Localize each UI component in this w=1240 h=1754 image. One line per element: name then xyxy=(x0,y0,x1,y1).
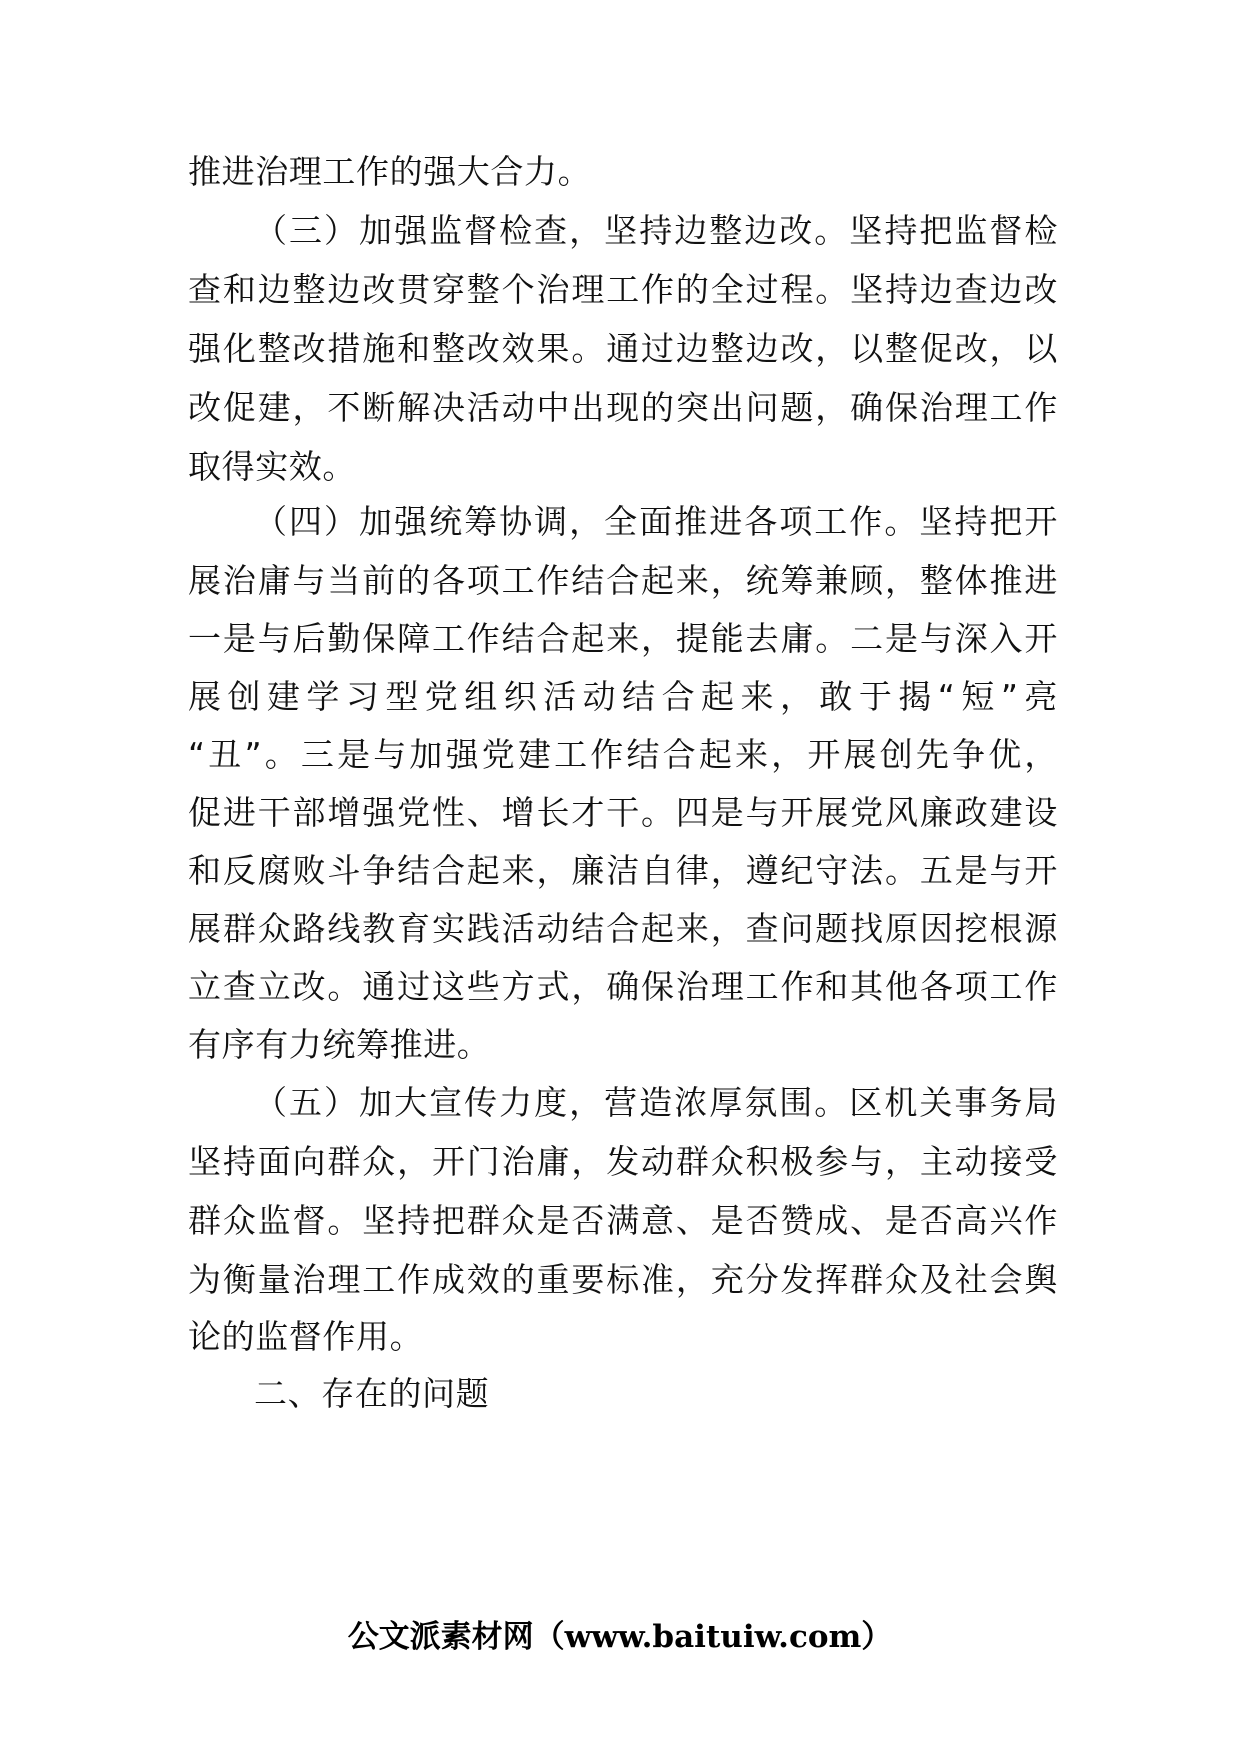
body-line: 展创建学习型党组织活动结合起来，敢于揭“短”亮 xyxy=(188,677,1058,716)
section-heading: 二、存在的问题 xyxy=(254,1374,490,1413)
body-line: 论的监督作用。 xyxy=(188,1317,424,1356)
body-line: 查和边整边改贯穿整个治理工作的全过程。坚持边查边改 xyxy=(188,270,1058,309)
body-line: 强化整改措施和整改效果。通过边整边改，以整促改，以 xyxy=(188,329,1058,368)
body-line: 有序有力统筹推进。 xyxy=(188,1025,491,1064)
body-line: 立查立改。通过这些方式，确保治理工作和其他各项工作 xyxy=(188,967,1058,1006)
body-line: 促进干部增强党性、增长才干。四是与开展党风廉政建设 xyxy=(188,793,1058,832)
body-line: 坚持面向群众，开门治庸，发动群众积极参与，主动接受 xyxy=(188,1142,1058,1181)
paragraph-heading-line: （三）加强监督检查，坚持边整边改。坚持把监督检 xyxy=(254,211,1058,250)
footer-watermark: 公文派素材网（www.baituiw.com） xyxy=(347,1619,893,1655)
body-line: 一是与后勤保障工作结合起来，提能去庸。二是与深入开 xyxy=(188,619,1058,658)
body-line: 推进治理工作的强大合力。 xyxy=(188,152,592,191)
body-line: 展治庸与当前的各项工作结合起来，统筹兼顾，整体推进 xyxy=(188,561,1058,600)
body-line: 群众监督。坚持把群众是否满意、是否赞成、是否高兴作 xyxy=(188,1201,1058,1240)
paragraph-heading-line: （四）加强统筹协调，全面推进各项工作。坚持把开 xyxy=(254,502,1058,541)
paragraph-heading-line: （五）加大宣传力度，营造浓厚氛围。区机关事务局 xyxy=(254,1083,1058,1122)
body-line: 改促建，不断解决活动中出现的突出问题，确保治理工作 xyxy=(188,388,1058,427)
body-line: “丑”。三是与加强党建工作结合起来，开展创先争优， xyxy=(188,735,1058,774)
body-line: 为衡量治理工作成效的重要标准，充分发挥群众及社会舆 xyxy=(188,1260,1058,1299)
body-line: 取得实效。 xyxy=(188,447,356,486)
body-line: 和反腐败斗争结合起来，廉洁自律，遵纪守法。五是与开 xyxy=(188,851,1058,890)
body-line: 展群众路线教育实践活动结合起来，查问题找原因挖根源 xyxy=(188,909,1058,948)
